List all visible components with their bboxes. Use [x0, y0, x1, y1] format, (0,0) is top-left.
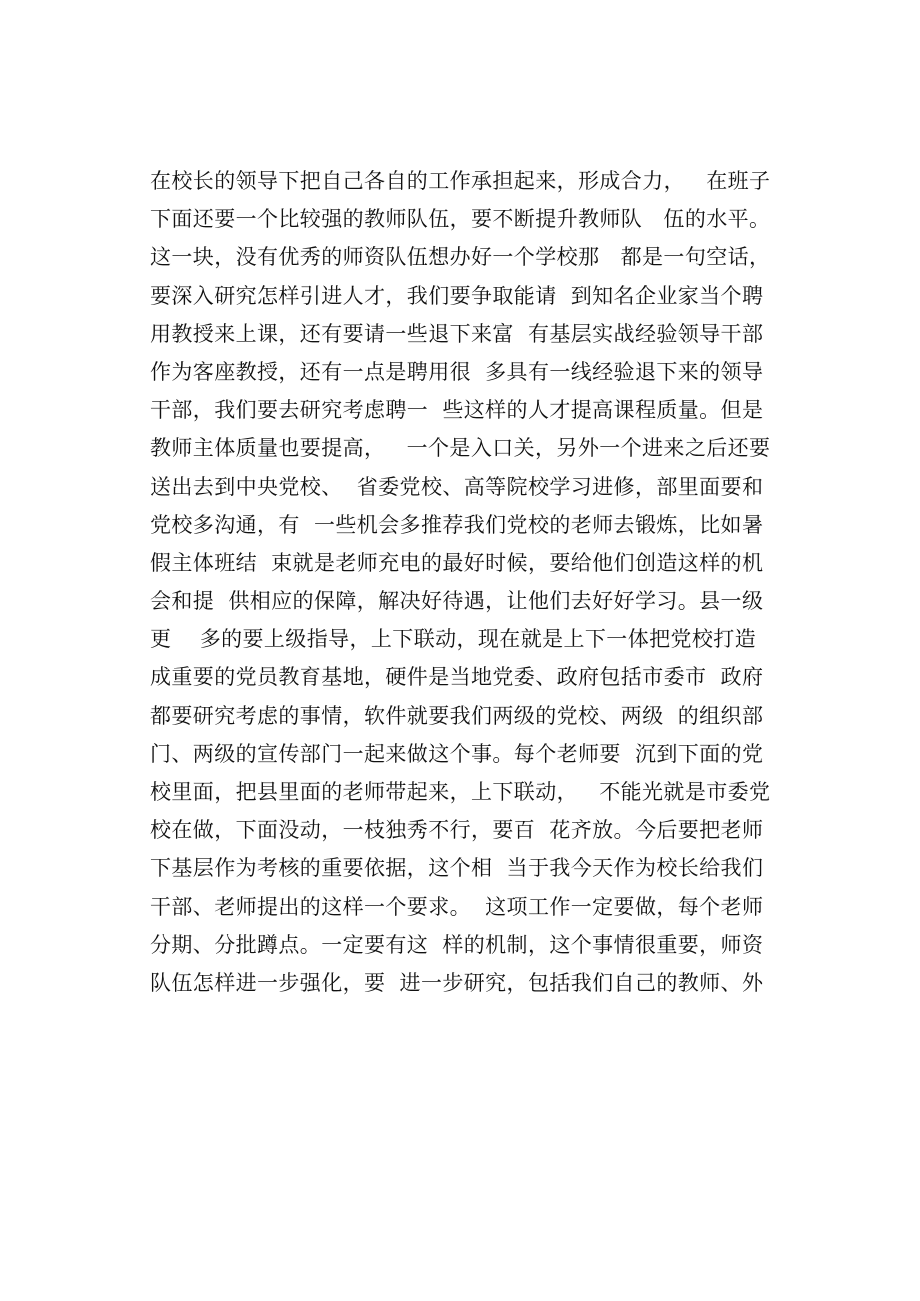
- text-line-16: 门、两级的宣传部门一起来做这个事。每个老师要 沉到下面的党: [150, 741, 764, 766]
- text-line-8: 教师主体质量也要提高， 一个是入口关，另外一个进来之后还要: [150, 436, 771, 461]
- text-line-3: 这一块，没有优秀的师资队伍想办好一个学校那 都是一句空话，: [150, 245, 771, 270]
- text-line-4: 要深入研究怎样引进人才，我们要争取能请 到知名企业家当个聘: [150, 283, 764, 308]
- text-line-17: 校里面，把县里面的老师带起来，上下联动， 不能光就是市委党: [150, 780, 771, 804]
- text-line-20: 干部、老师提出的这样一个要求。 这项工作一定要做，每个老师: [150, 894, 764, 919]
- text-line-1: 在校长的领导下把自己各自的工作承担起来，形成合力， 在班子: [150, 169, 771, 193]
- text-line-11: 假主体班结 束就是老师充电的最好时候，要给他们创造这样的机: [150, 550, 764, 575]
- text-line-6: 作为客座教授，还有一点是聘用很 多具有一线经验退下来的领导: [150, 359, 764, 384]
- text-line-9: 送出去到中央党校、 省委党校、高等院校学习进修，部里面要和: [150, 474, 764, 499]
- text-line-13: 更 多的要上级指导，上下联动，现在就是上下一体把党校打造: [150, 627, 757, 652]
- text-line-2: 下面还要一个比较强的教师队伍，要不断提升教师队 伍的水平。: [150, 207, 771, 232]
- body-paragraph: [150, 162, 810, 1002]
- text-line-19: 下基层作为考核的重要依据，这个相 当于我今天作为校长给我们: [150, 856, 764, 881]
- text-line-14: 成重要的党员教育基地，硬件是当地党委、政府包括市委市 政府: [150, 665, 764, 690]
- text-line-7: 干部，我们要去研究考虑聘一 些这样的人才提高课程质量。但是: [150, 398, 764, 423]
- text-line-21: 分期、分批蹲点。一定要有这 样的机制，这个事情很重要，师资: [150, 932, 764, 957]
- text-line-15: 都要研究考虑的事情，软件就要我们两级的党校、两级 的组织部: [150, 703, 764, 728]
- text-line-12: 会和提 供相应的保障，解决好待遇，让他们去好好学习。县一级: [150, 589, 764, 614]
- text-line-22: 队伍怎样进一步强化，要 进一步研究，包括我们自己的教师、外: [150, 970, 764, 995]
- text-line-5: 用教授来上课，还有要请一些退下来富 有基层实战经验领导干部: [150, 321, 764, 346]
- text-line-18: 校在做，下面没动，一枝独秀不行，要百 花齐放。今后要把老师: [150, 818, 764, 843]
- text-line-10: 党校多沟通，有 一些机会多推荐我们党校的老师去锻炼，比如暑: [150, 512, 764, 537]
